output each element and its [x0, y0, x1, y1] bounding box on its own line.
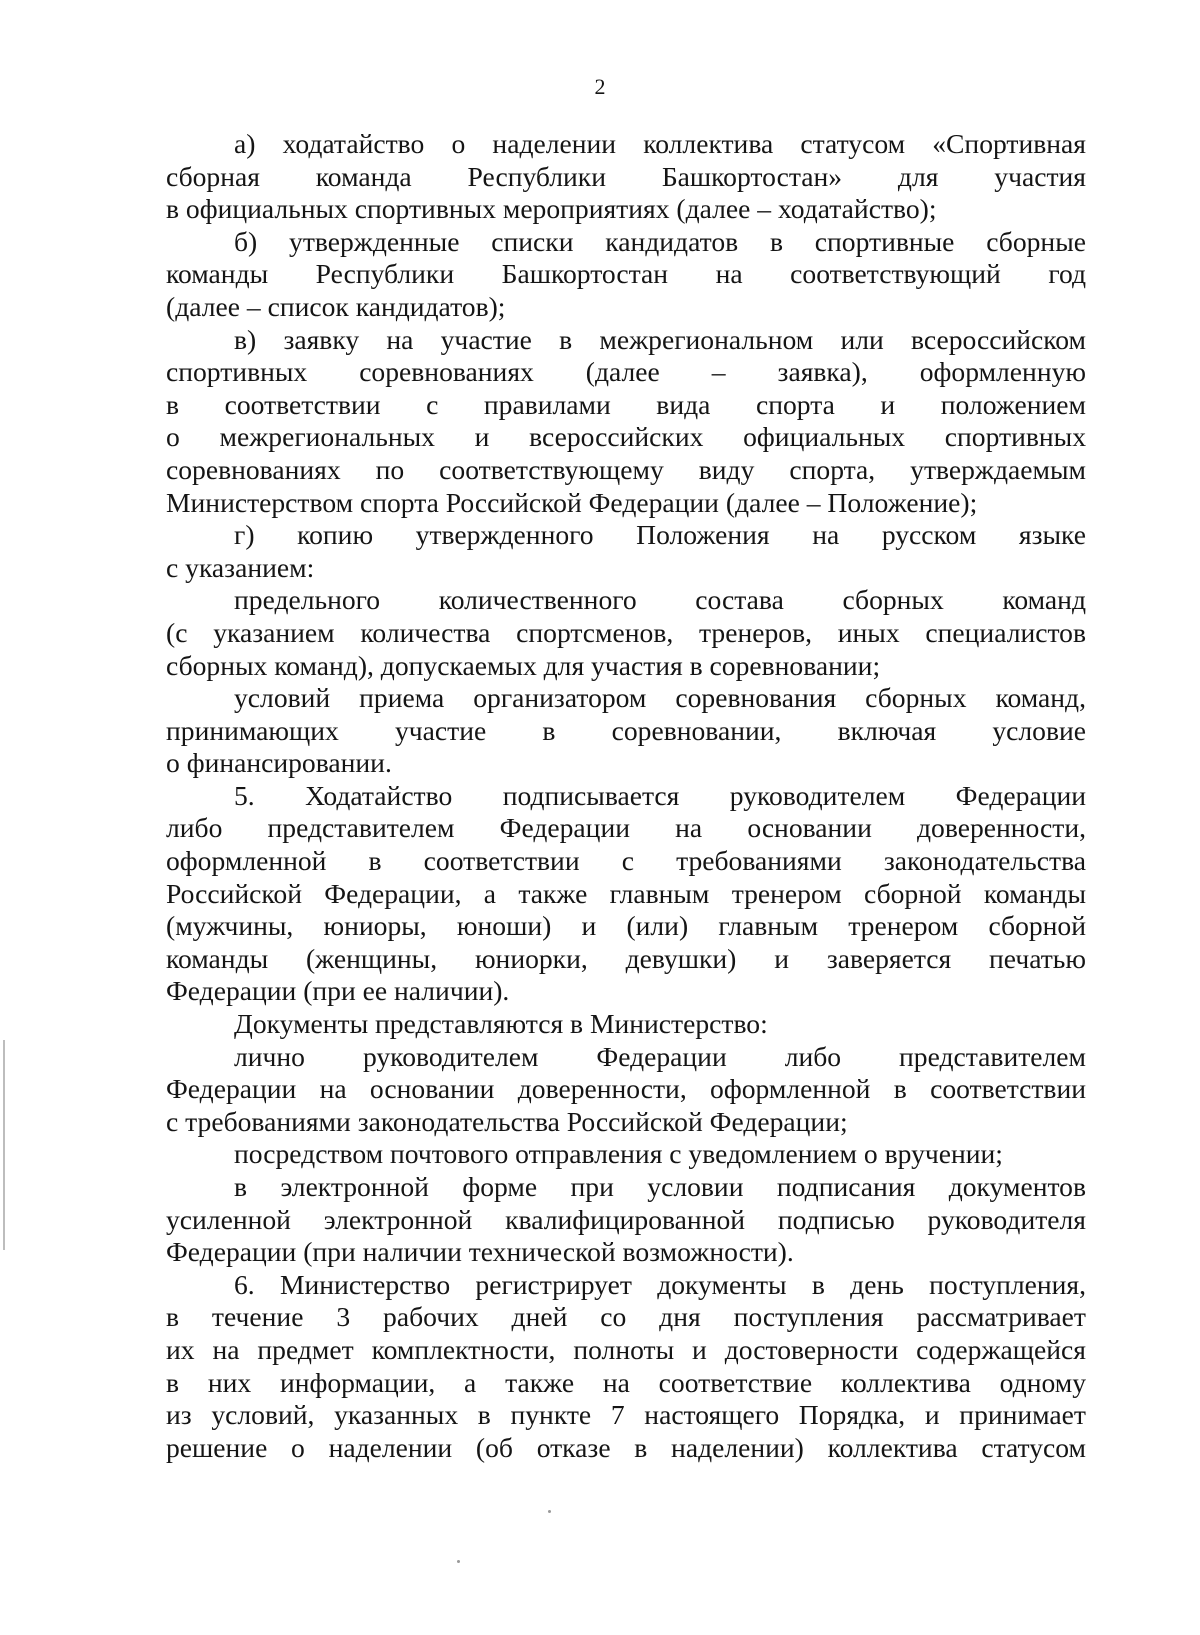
text-line: сборных команд), допускаемых для участия в соревновании;	[166, 649, 881, 681]
text-line: о межрегиональных и всероссийских официальных спортивных	[166, 421, 1086, 453]
text-line: Российской Федерации, а также главным тренером сборной команды	[166, 877, 1086, 909]
text-line: 5. Ходатайство подписывается руководителем Федерации	[234, 779, 1086, 811]
text-line: лично руководителем Федерации либо представителем	[234, 1040, 1086, 1072]
text-line: в соответствии с правилами вида спорта и положением	[166, 388, 1086, 420]
scan-speck	[457, 1560, 460, 1563]
text-line: решение о наделении (об отказе в наделении) коллектива статусом	[166, 1431, 1086, 1463]
paragraph	[166, 519, 1086, 584]
paragraph	[166, 1041, 1086, 1139]
text-line: в) заявку на участие в межрегиональном или всероссийском	[234, 323, 1086, 355]
text-line: Федерации (при наличии технической возможности).	[166, 1236, 794, 1268]
text-line: (мужчины, юниоры, юноши) и (или) главным тренером сборной	[166, 910, 1086, 942]
text-line: либо представителем Федерации на основании доверенности,	[166, 812, 1086, 844]
text-line: в течение 3 рабочих дней со дня поступления рассматривает	[166, 1301, 1086, 1333]
text-line: сборная команда Республики Башкортостан» для участия	[166, 160, 1086, 192]
text-line: в официальных спортивных мероприятиях (далее – ходатайство);	[166, 193, 937, 225]
text-line: с указанием:	[166, 551, 315, 583]
text-line: их на предмет комплектности, полноты и достоверности содержащейся	[166, 1333, 1086, 1365]
text-line: спортивных соревнованиях (далее – заявка), оформленную	[166, 356, 1086, 388]
paragraph	[166, 1138, 1086, 1171]
page-number: 2	[594, 74, 606, 99]
text-line: команды Республики Башкортостан на соответствующий год	[166, 258, 1086, 290]
paragraph	[166, 1008, 1086, 1041]
scan-speck	[548, 1510, 551, 1513]
paragraph	[166, 226, 1086, 324]
paragraph	[166, 682, 1086, 780]
text-line: условий приема организатором соревнования сборных команд,	[234, 682, 1086, 714]
text-line: Документы представляются в Министерство:	[234, 1008, 768, 1040]
text-line: г) копию утвержденного Положения на русском языке	[234, 519, 1086, 551]
text-line: б) утвержденные списки кандидатов в спортивные сборные	[234, 225, 1086, 257]
scan-edge-mark	[3, 1040, 5, 1250]
paragraph	[166, 1171, 1086, 1269]
paragraph	[166, 584, 1086, 682]
text-line: посредством почтового отправления с уведомлением о вручении;	[234, 1138, 1003, 1170]
text-line: (далее – список кандидатов);	[166, 290, 506, 322]
text-line: усиленной электронной квалифицированной подписью руководителя	[166, 1203, 1086, 1235]
text-line: Министерством спорта Российской Федерации (далее – Положение);	[166, 486, 978, 518]
document-body	[166, 128, 1086, 1464]
paragraph	[166, 780, 1086, 1008]
paragraph	[166, 1269, 1086, 1465]
text-line: из условий, указанных в пункте 7 настоящего Порядка, и принимает	[166, 1399, 1086, 1431]
text-line: 6. Министерство регистрирует документы в день поступления,	[234, 1268, 1086, 1300]
text-line: а) ходатайство о наделении коллектива статусом «Спортивная	[234, 128, 1086, 159]
paragraph	[166, 324, 1086, 520]
text-line: принимающих участие в соревновании, включая условие	[166, 714, 1086, 746]
text-line: предельного количественного состава сборных команд	[234, 584, 1086, 616]
text-line: Федерации (при ее наличии).	[166, 975, 510, 1007]
text-line: Федерации на основании доверенности, оформленной в соответствии	[166, 1073, 1086, 1105]
text-line: в них информации, а также на соответствие коллектива одному	[166, 1366, 1086, 1398]
text-line: команды (женщины, юниорки, девушки) и заверяется печатью	[166, 942, 1086, 974]
text-line: соревнованиях по соответствующему виду спорта, утверждаемым	[166, 453, 1086, 485]
text-line: с требованиями законодательства Российской Федерации;	[166, 1105, 848, 1137]
text-line: в электронной форме при условии подписания документов	[234, 1171, 1086, 1202]
text-line: оформленной в соответствии с требованиями законодательства	[166, 845, 1086, 877]
text-line: о финансировании.	[166, 747, 392, 779]
paragraph	[166, 128, 1086, 226]
text-line: (с указанием количества спортсменов, тренеров, иных специалистов	[166, 616, 1086, 648]
